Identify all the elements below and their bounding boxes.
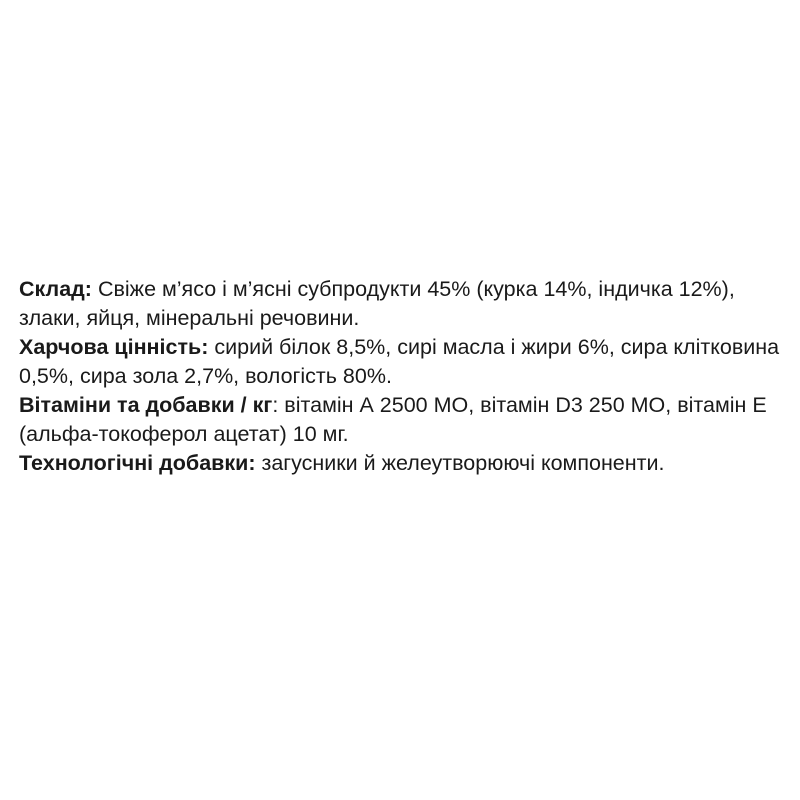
composition-text: Свіже м’ясо і м’ясні субпродукти 45% (курка 14%, індичка 12%), злаки, яйця, мінеральні речовини.: [19, 277, 735, 330]
vitamins-label: Вітаміни та добавки / кг: [19, 393, 273, 417]
additives-text: загусники й желеутворюючі компоненти.: [255, 451, 665, 475]
nutrition-label: Харчова цінність:: [19, 335, 209, 359]
additives-paragraph: [19, 449, 789, 478]
vitamins-paragraph: [19, 391, 789, 449]
composition-paragraph: [19, 275, 789, 333]
product-description: [19, 275, 789, 478]
nutrition-text: сирий білок 8,5%, сирі масла і жири 6%, сира клітковина 0,5%, сира зола 2,7%, вологість 80%.: [19, 335, 780, 388]
vitamins-text: : вітамін А 2500 МО, вітамін D3 250 МО, вітамін Е (альфа-токоферол ацетат) 10 мг.: [19, 393, 767, 446]
composition-label: Склад:: [19, 277, 92, 301]
nutrition-paragraph: [19, 333, 789, 391]
additives-label: Технологічні добавки:: [19, 451, 256, 475]
